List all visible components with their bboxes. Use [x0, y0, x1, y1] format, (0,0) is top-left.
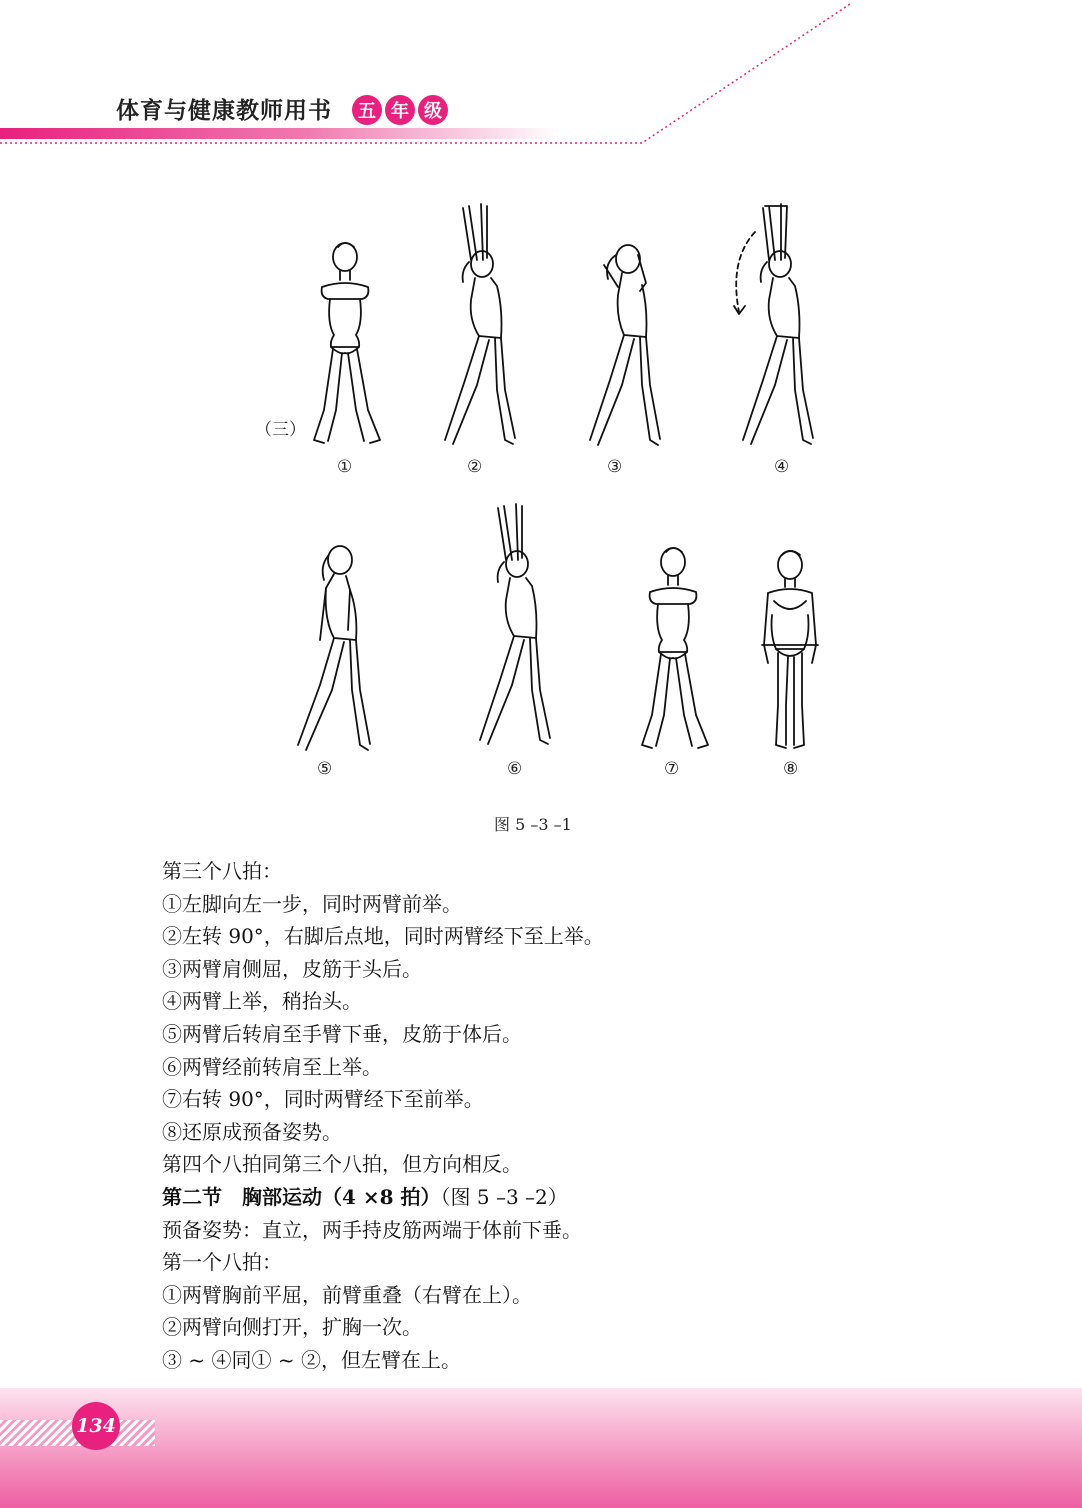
figure-pose-3 — [578, 235, 668, 450]
pose-label-7: ⑦ — [664, 759, 680, 779]
pose-label-3: ③ — [607, 457, 623, 477]
text-line: ⑦右转 90°，同时两臂经下至前举。 — [162, 1087, 484, 1112]
grade-char-2: 年 — [385, 95, 415, 125]
text-line: ③两臂肩侧屈，皮筋于头后。 — [162, 956, 422, 981]
page-number: 134 — [72, 1402, 120, 1450]
text-line: 预备姿势：直立，两手持皮筋两端于体前下垂。 — [162, 1217, 582, 1242]
figure-pose-1 — [300, 235, 395, 450]
text-line: ②两臂向侧打开，扩胸一次。 — [162, 1315, 422, 1340]
pose-label-5: ⑤ — [317, 759, 333, 779]
pose-label-1: ① — [337, 457, 353, 477]
pose-label-4: ④ — [774, 457, 790, 477]
figure-pose-2 — [435, 200, 525, 450]
text-line: ⑤两臂后转肩至手臂下垂，皮筋于体后。 — [162, 1021, 522, 1046]
book-title: 体育与健康教师用书 — [116, 97, 332, 124]
text-line: ①两臂胸前平屈，前臂重叠（右臂在上）。 — [162, 1282, 532, 1307]
text-line: 第一个八拍： — [162, 1250, 282, 1275]
section-heading-title: 第二节 胸部运动（4 ×8 拍） — [162, 1184, 441, 1209]
section-heading — [162, 1181, 962, 1214]
section-heading-ref: （图 5 –3 –2） — [440, 1184, 568, 1209]
footer-band — [0, 1388, 1082, 1508]
figure-pose-8 — [752, 545, 832, 755]
grade-char-1: 五 — [352, 95, 382, 125]
text-line: 第三个八拍： — [162, 859, 282, 883]
pose-label-6: ⑥ — [507, 759, 523, 779]
figure-pose-5 — [290, 540, 380, 755]
body-text — [162, 855, 962, 1377]
section-marker: （三） — [255, 420, 306, 440]
text-line: ①左脚向左一步，同时两臂前举。 — [162, 891, 462, 916]
grade-char-3: 级 — [418, 95, 448, 125]
text-line: 第四个八拍同第三个八拍，但方向相反。 — [162, 1152, 522, 1177]
header-bar — [0, 128, 560, 139]
figure-pose-6 — [470, 500, 560, 750]
grade-badge — [352, 95, 448, 125]
figure-caption: 图 5 –3 –1 — [494, 815, 572, 834]
text-line: ④两臂上举，稍抬头。 — [162, 989, 362, 1014]
text-line: ⑧还原成预备姿势。 — [162, 1119, 342, 1144]
figure-pose-4 — [725, 200, 825, 450]
figure-pose-7 — [628, 540, 723, 755]
text-line: ②左转 90°，右脚后点地，同时两臂经下至上举。 — [162, 924, 604, 949]
text-line: ③ ~ ④同① ~ ②，但左臂在上。 — [162, 1347, 461, 1372]
text-line: ⑥两臂经前转肩至上举。 — [162, 1054, 382, 1079]
pose-label-2: ② — [467, 457, 483, 477]
pose-label-8: ⑧ — [783, 759, 799, 779]
